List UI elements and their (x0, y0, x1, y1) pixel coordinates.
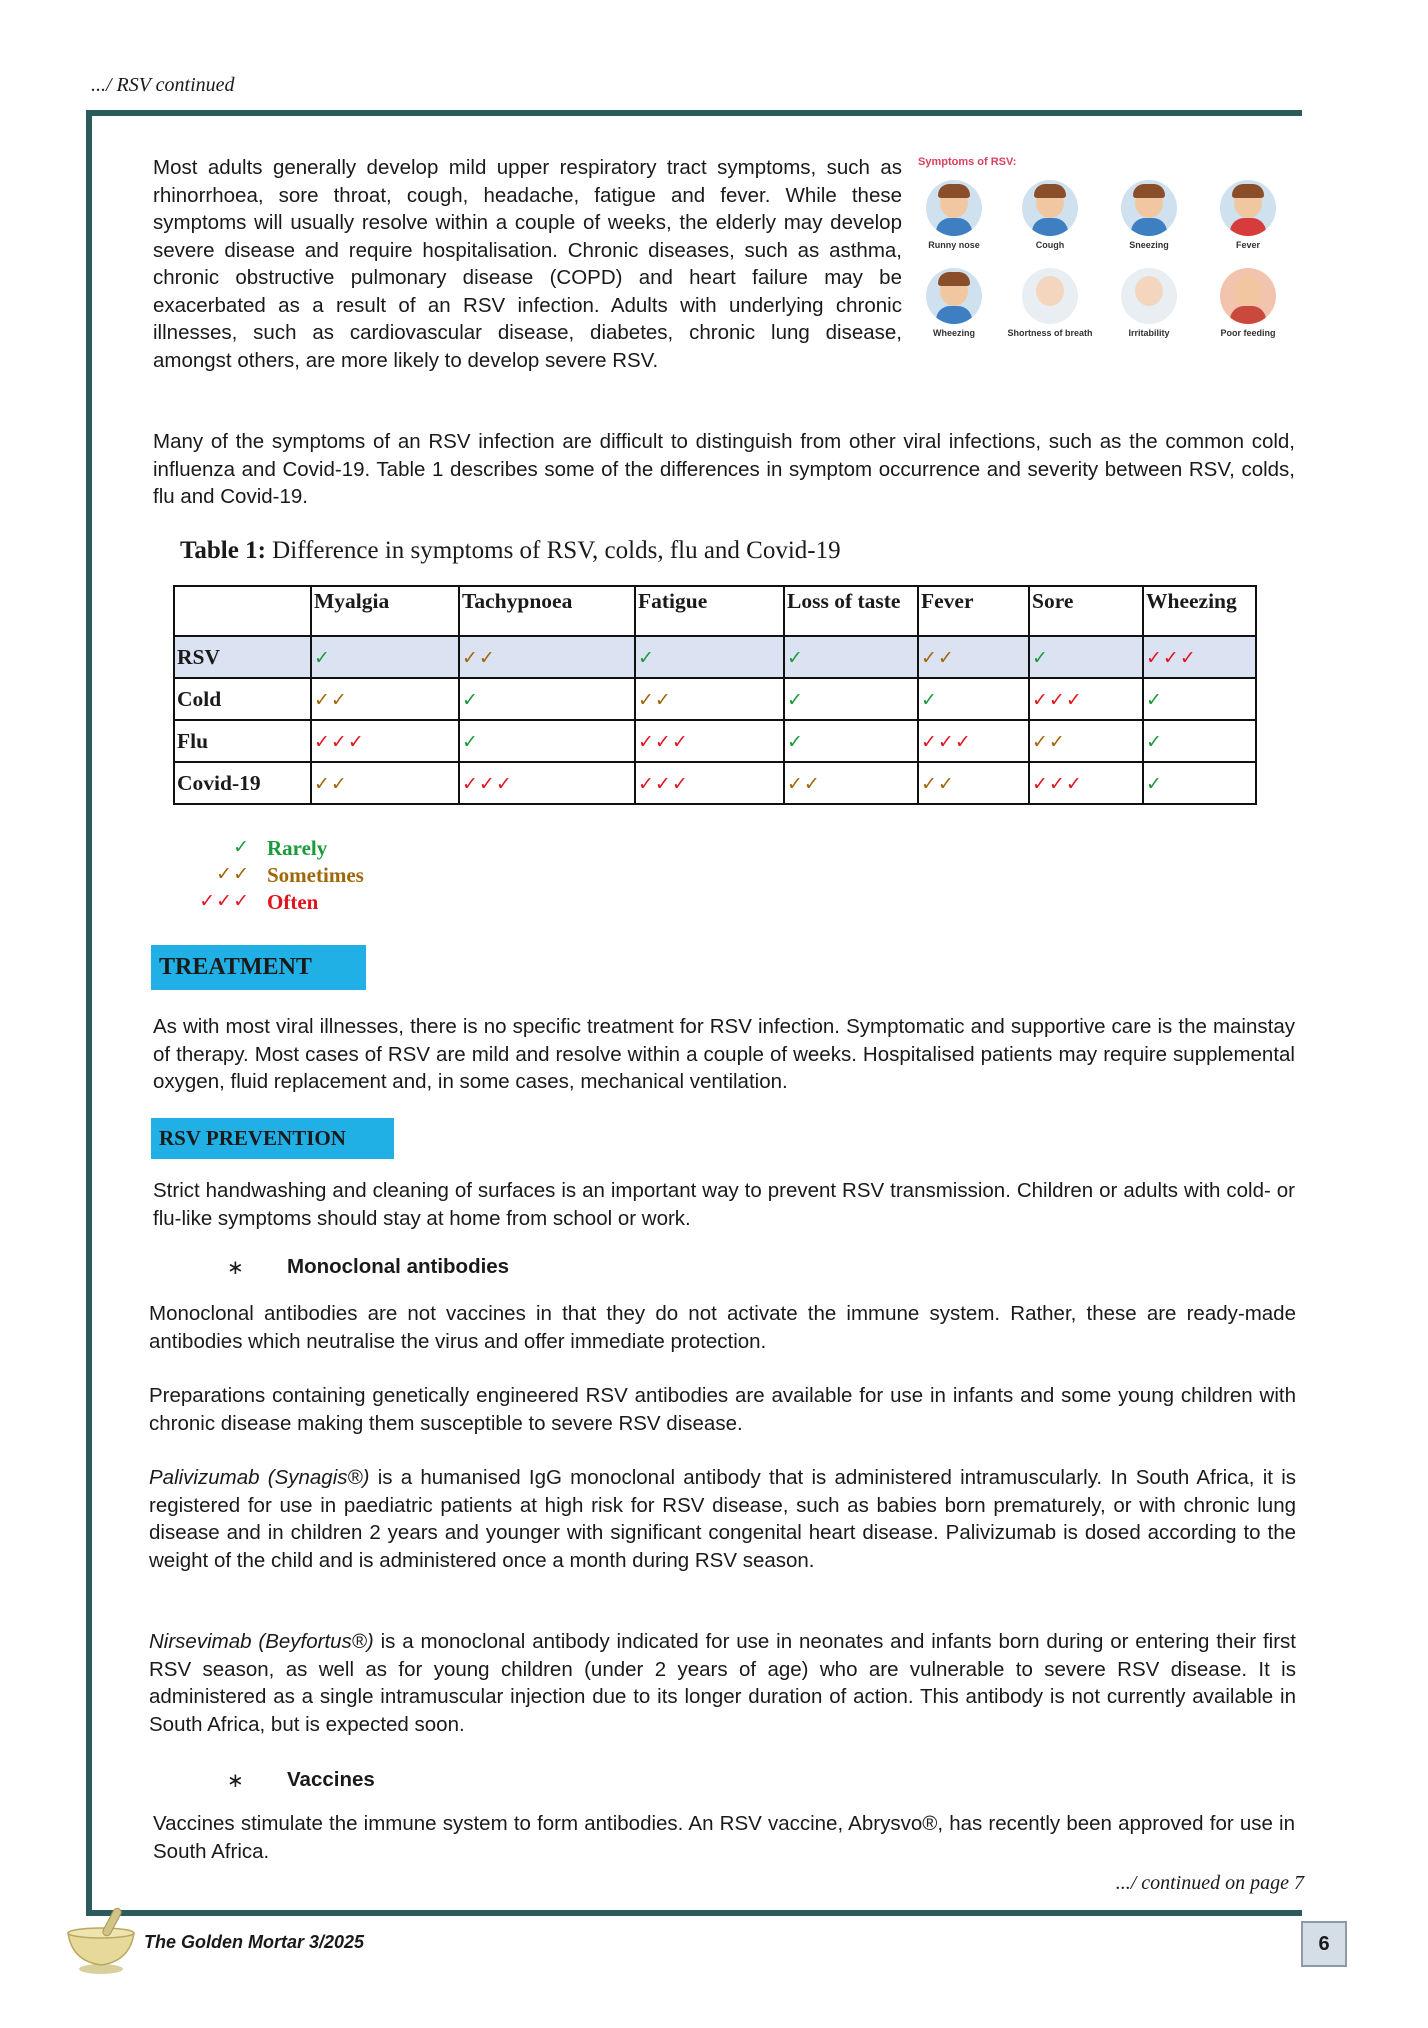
symptoms-comparison-paragraph: Many of the symptoms of an RSV infection are difficult to distinguish from other viral infections, such as the common cold, influenza and Covid-19. Table 1 describes some of the differences in symptom occurrence and severity between RSV, colds, flu and Covid-19. (153, 430, 1295, 508)
check-mark-icon: ✓ (314, 646, 331, 669)
table-row (174, 720, 1256, 762)
check-mark-icon: ✓ (462, 688, 479, 711)
check-mark-icon: ✓ (921, 688, 938, 711)
check-mark-icon: ✓✓ (462, 646, 496, 669)
check-mark-icon: ✓✓✓ (1032, 688, 1083, 711)
check-mark-icon: ✓ (638, 646, 655, 669)
frame-left-border (86, 110, 92, 1916)
table-cell (635, 720, 784, 762)
legend-label: Rarely (267, 836, 328, 860)
vaccines-paragraph: Vaccines stimulate the immune system to form antibodies. An RSV vaccine, Abrysvo®, has recently been approved for use in South Africa. (153, 1812, 1295, 1863)
table-cell (1143, 636, 1256, 678)
table-row (174, 678, 1256, 720)
runny-nose-icon: Runny nose (906, 180, 1002, 250)
table-cell (784, 678, 918, 720)
table-row (174, 762, 1256, 804)
table-cell (459, 720, 635, 762)
monoclonal-paragraph-1: Monoclonal antibodies are not vaccines in that they do not activate the immune system. Rather, these are ready-made antibodies which neutralise the virus and offer immediate protection. (149, 1302, 1296, 1353)
table-header-cell: Tachypnoea (459, 586, 635, 636)
check-mark-icon: ✓✓✓ (199, 890, 250, 912)
table-cell (918, 720, 1029, 762)
sneezing-icon: Sneezing (1101, 180, 1197, 250)
check-mark-icon: ✓ (233, 836, 250, 858)
table-cell (918, 678, 1029, 720)
table-header-row (174, 586, 1256, 636)
table-cell (918, 762, 1029, 804)
check-mark-icon: ✓✓ (921, 646, 955, 669)
table-cell (1143, 678, 1256, 720)
table-header-cell: Wheezing (1143, 586, 1256, 636)
treatment-heading: TREATMENT (151, 945, 366, 990)
table-cell (459, 762, 635, 804)
mortar-and-pestle-icon (62, 1903, 140, 1975)
check-mark-icon: ✓✓✓ (921, 730, 972, 753)
frame-top-border (86, 110, 1302, 116)
check-mark-icon: ✓ (1146, 772, 1163, 795)
check-mark-icon: ✓ (787, 646, 804, 669)
page-number: 6 (1301, 1921, 1347, 1967)
check-mark-icon: ✓✓ (787, 772, 821, 795)
check-mark-icon: ✓✓✓ (462, 772, 513, 795)
irritability-icon: Irritability (1101, 268, 1197, 338)
table-header-cell: Myalgia (311, 586, 459, 636)
table-cell (459, 636, 635, 678)
poor-feeding-icon: Poor feeding (1200, 268, 1296, 338)
bullet-asterisk-icon: ∗ (227, 1257, 244, 1279)
table-cell (635, 762, 784, 804)
row-label: Flu (174, 720, 311, 762)
check-mark-icon: ✓✓ (1032, 730, 1066, 753)
monoclonal-paragraph-2: Preparations containing genetically engineered RSV antibodies are available for use in infants and some young children with chronic disease making them susceptible to severe RSV disease. (149, 1384, 1296, 1435)
palivizumab-paragraph: Palivizumab (Synagis®) is a humanised IgG monoclonal antibody that is administered intramuscularly. In South Africa, it is registered for use in paediatric patients at high risk for RSV disease, such as babies born prematurely, or with chronic lung disease and in children 2 years and younger with significant congenital heart disease. Palivizumab is dosed according to the weight of the child and is administered once a month during RSV season. (149, 1466, 1296, 1572)
table-cell (1029, 678, 1143, 720)
prevention-paragraph: Strict handwashing and cleaning of surfaces is an important way to prevent RSV transmission. Children or adults with cold- or flu-like symptoms should stay at home from school or work. (153, 1179, 1295, 1230)
symptoms-table (173, 585, 1257, 805)
table-header-cell: Fatigue (635, 586, 784, 636)
check-mark-icon: ✓✓✓ (1146, 646, 1197, 669)
continued-header: .../ RSV continued (91, 74, 235, 96)
table-row (174, 636, 1256, 678)
check-mark-icon: ✓✓✓ (1032, 772, 1083, 795)
table-cell (918, 636, 1029, 678)
continued-footer: .../ continued on page 7 (1115, 1872, 1304, 1894)
table-cell (1143, 762, 1256, 804)
table-cell (784, 636, 918, 678)
fever-icon: Fever (1200, 180, 1296, 250)
table-cell (784, 762, 918, 804)
row-label: Covid-19 (174, 762, 311, 804)
table-cell (1029, 762, 1143, 804)
bullet-asterisk-icon: ∗ (227, 1770, 244, 1792)
wheezing-icon: Wheezing (906, 268, 1002, 338)
symptoms-infographic-title: Symptoms of RSV: (918, 156, 1017, 168)
table-cell (311, 762, 459, 804)
check-mark-icon: ✓✓ (216, 863, 250, 885)
table-cell (1143, 720, 1256, 762)
table-header-cell: Sore (1029, 586, 1143, 636)
table-header-cell (174, 586, 311, 636)
symptoms-infographic (912, 138, 1302, 348)
row-label: RSV (174, 636, 311, 678)
frame-bottom-border (86, 1910, 1302, 1916)
check-mark-icon: ✓ (787, 730, 804, 753)
publication-name: The Golden Mortar 3/2025 (144, 1932, 365, 1952)
check-mark-icon: ✓✓ (921, 772, 955, 795)
legend-label: Often (267, 890, 319, 914)
table-header-cell: Fever (918, 586, 1029, 636)
table-cell (784, 720, 918, 762)
cough-icon: Cough (1002, 180, 1098, 250)
check-mark-icon: ✓✓ (314, 772, 348, 795)
table-header-cell: Loss of taste (784, 586, 918, 636)
check-mark-icon: ✓ (1032, 646, 1049, 669)
table-cell (635, 636, 784, 678)
table-cell (311, 720, 459, 762)
table-cell (311, 678, 459, 720)
table-caption: Table 1: Difference in symptoms of RSV, colds, flu and Covid-19 (180, 537, 841, 564)
table-cell (1029, 636, 1143, 678)
row-label: Cold (174, 678, 311, 720)
check-mark-icon: ✓ (462, 730, 479, 753)
table-cell (459, 678, 635, 720)
shortness-of-breath-icon: Shortness of breath (1002, 268, 1098, 338)
table-cell (635, 678, 784, 720)
check-mark-icon: ✓✓✓ (314, 730, 365, 753)
check-mark-icon: ✓✓✓ (638, 772, 689, 795)
prevention-heading: RSV PREVENTION (151, 1118, 394, 1159)
treatment-paragraph: As with most viral illnesses, there is no specific treatment for RSV infection. Symptomatic and supportive care is the mainstay of therapy. Most cases of RSV are mild and resolve within a couple of weeks. Hospitalised patients may require supplemental oxygen, fluid replacement and, in some cases, mechanical ventilation. (153, 1015, 1295, 1093)
check-mark-icon: ✓ (1146, 730, 1163, 753)
intro-paragraph: Most adults generally develop mild upper respiratory tract symptoms, such as rhinorrhoea, sore throat, cough, headache, fatigue and fever. While these symptoms will usually resolve within a couple of weeks, the elderly may develop severe disease and require hospitalisation. Chronic diseases, such as asthma, chronic obstructive pulmonary disease (COPD) and heart failure may be exacerbated as a result of an RSV infection. Adults with underlying chronic illnesses, such as cardiovascular disease, diabetes, chronic lung disease, amongst others, are more likely to develop severe RSV. (153, 156, 902, 372)
table-cell (1029, 720, 1143, 762)
check-mark-icon: ✓ (787, 688, 804, 711)
check-mark-icon: ✓✓ (638, 688, 672, 711)
check-mark-icon: ✓ (1146, 688, 1163, 711)
check-mark-icon: ✓✓✓ (638, 730, 689, 753)
nirsevimab-paragraph: Nirsevimab (Beyfortus®) is a monoclonal antibody indicated for use in neonates and infants born during or entering their first RSV season, as well as for young children (under 2 years of age) who are vulnerable to severe RSV disease. It is administered as a single intramuscular injection due to its longer duration of action. This antibody is not currently available in South Africa, but is expected soon. (149, 1630, 1296, 1736)
check-mark-icon: ✓✓ (314, 688, 348, 711)
table-cell (311, 636, 459, 678)
legend-label: Sometimes (267, 863, 364, 887)
